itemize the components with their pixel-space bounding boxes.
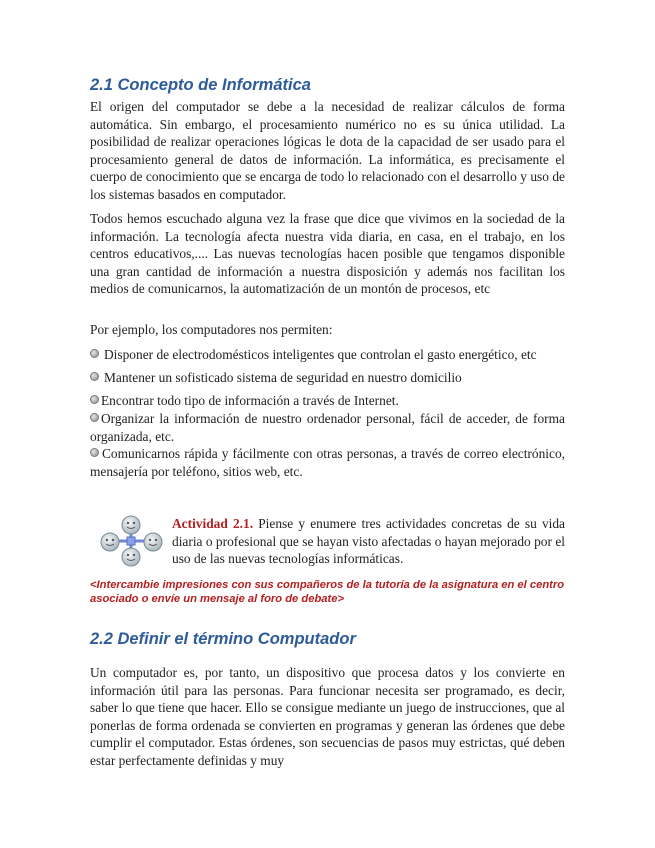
bullet-icon [90,448,99,457]
bullet-icon [90,395,99,404]
forum-note: <Intercambie impresiones con sus compañeros de la tutoría de la asignatura en el centro asociado o envíe un mensaje al foro de debate> [90,579,565,605]
list-item: Mantener un sofisticado sistema de seguridad en nuestro domicilio [90,369,565,387]
list-item: Organizar la información de nuestro ordenador personal, fácil de acceder, de forma organizada, etc. [90,411,565,444]
bullet-icon [90,372,99,381]
paragraph-ejemplo: Por ejemplo, los computadores nos permiten: [90,322,333,337]
people-network-icon [100,515,164,567]
section-heading-informatica: 2.1 Concepto de Informática [90,76,311,94]
list-item: Disponer de electrodomésticos inteligentes que controlan el gasto energético, etc [90,346,565,364]
list-item: Encontrar todo tipo de información a través de Internet. [90,392,565,410]
activity-block [172,515,565,568]
activity-text: Piense y enumere tres actividades concretas de su vida diaria o profesional que se hayan visto afectadas o hayan mejorado por el uso de las nuevas tecnologías informáticas. [172,516,566,567]
bullet-icon [90,349,99,358]
section-heading-computador: 2.2 Definir el término Computador [90,630,356,648]
paragraph-origen: El origen del computador se debe a la necesidad de realizar cálculos de forma automática. Sin embargo, el procesamiento numérico no es su única utilidad. La posibilidad de realizar operaciones lógicas le dota de la capacidad de ser usado para el procesamiento general de datos de información. La informática, es precisamente el cuerpo de conocimiento que se encarga de todo lo relacionado con el desarrollo y uso de los sistemas basados en computador. [90,99,565,202]
list-item: Comunicarnos rápida y fácilmente con otras personas, a través de correo electrónico, mensajería por teléfono, sitios web, etc. [90,446,565,479]
paragraph-sociedad: Todos hemos escuchado alguna vez la frase que dice que vivimos en la sociedad de la información. La tecnología afecta nuestra vida diaria, en casa, en el trabajo, en los centros educativos,.... Las nuevas tecnologías hacen posible que tengamos disponible una gran cantidad de información a nuestra disposición y además nos facilitan los medios de comunicarnos, la automatización de un montón de procesos, etc [90,211,565,297]
paragraph-computador: Un computador es, por tanto, un dispositivo que procesa datos y los convierte en información útil para las personas. Para funcionar necesita ser programado, es decir, saber lo que tiene que hacer. Ello se consigue mediante un juego de instrucciones, que al ponerlas de forma ordenada se convierten en programas y generan las órdenes que debe cumplir el computador. Estas órdenes, son secuencias de pasos muy estrictas, qué deben estar perfectamente definidas y muy [90,665,565,768]
activity-label: Actividad 2.1. [172,516,254,531]
bullet-icon [90,413,99,422]
